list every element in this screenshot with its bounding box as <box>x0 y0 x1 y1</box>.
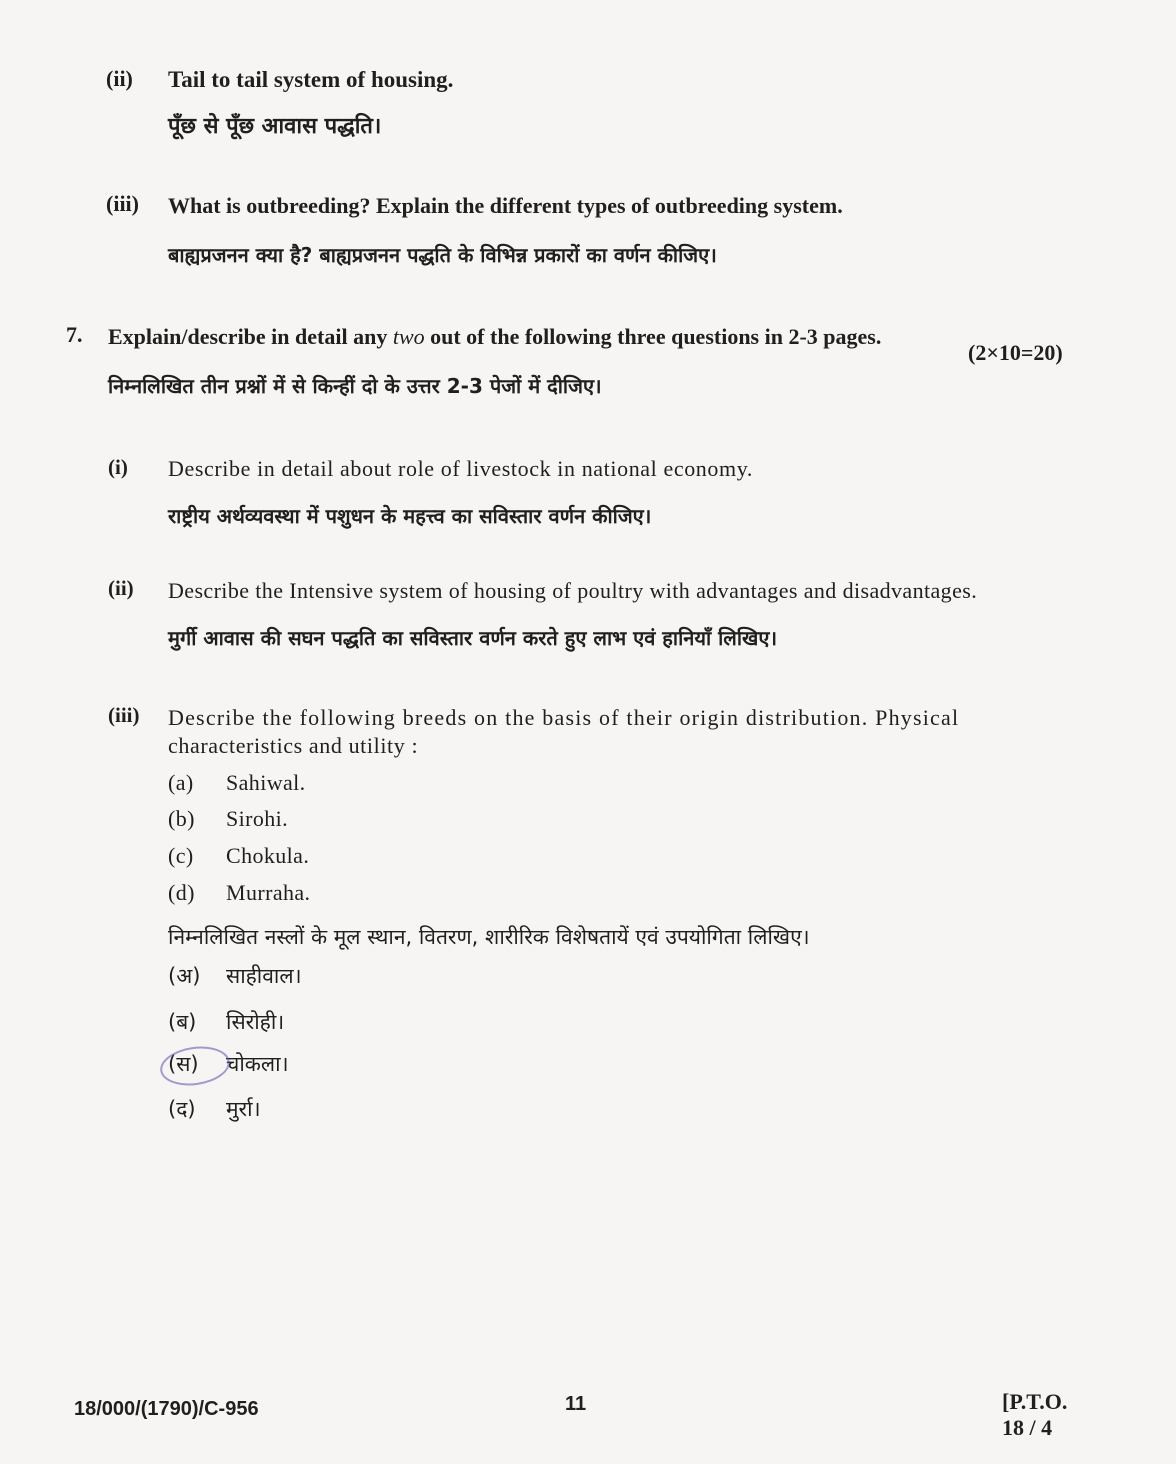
q7-instruction-pre: Explain/describe in detail any <box>108 324 393 349</box>
q7-i-english: Describe in detail about role of livestock in national economy. <box>168 456 753 481</box>
q7-ii-label: (ii) <box>108 576 134 600</box>
q7-iii-hindi-option-d <box>168 1095 261 1123</box>
q7-instruction-emphasis: two <box>392 324 425 349</box>
q7-iii-option-c <box>168 843 309 869</box>
option-text: चोकला। <box>226 1052 289 1076</box>
q6-ii-english: Tail to tail system of housing. <box>168 67 454 92</box>
q7-instruction-hindi: निम्नलिखित तीन प्रश्नों में से किन्हीं दो के उत्तर 2-3 पेजों में दीजिए। <box>108 374 602 398</box>
q7-i-label: (i) <box>108 455 128 479</box>
pto-marker: [P.T.O. <box>1002 1389 1068 1414</box>
option-label: (b) <box>168 806 195 831</box>
q7-i-hindi: राष्ट्रीय अर्थव्यवस्था में पशुधन के महत्त्व का सविस्तार वर्णन कीजिए। <box>168 504 652 528</box>
q7-iii-english-line2: characteristics and utility : <box>168 733 419 758</box>
option-label: (अ) <box>168 964 201 988</box>
q7-iii-hindi-option-b <box>168 1008 284 1036</box>
q6-iii-english: What is outbreeding? Explain the different types of outbreeding system. <box>168 193 843 218</box>
q6-ii-hindi: पूँछ से पूँछ आवास पद्धति। <box>168 114 382 139</box>
q7-iii-label: (iii) <box>108 703 140 727</box>
option-text: Murraha. <box>226 880 311 905</box>
option-text: Chokula. <box>226 843 310 868</box>
paper-code: 18/000/(1790)/C-956 <box>74 1398 259 1420</box>
page-number: 11 <box>565 1393 587 1415</box>
q7-iii-option-b <box>168 806 288 832</box>
q6-iii-hindi: बाह्यप्रजनन क्या है? बाह्यप्रजनन पद्धति के विभिन्न प्रकारों का वर्णन कीजिए। <box>168 243 717 267</box>
option-text: सिरोही। <box>226 1010 285 1034</box>
set-number: 18 / 4 <box>1002 1415 1053 1440</box>
q7-instruction-english <box>108 324 881 350</box>
option-text: Sahiwal. <box>226 770 306 795</box>
option-text: Sirohi. <box>226 806 289 831</box>
q6-iii-label: (iii) <box>106 191 139 216</box>
q7-iii-english-line1: Describe the following breeds on the basis of their origin distribution. Physical <box>168 705 960 730</box>
q7-marks: (2×10=20) <box>968 340 1063 365</box>
q6-ii-label: (ii) <box>106 66 133 91</box>
option-label: (स) <box>168 1052 199 1076</box>
option-label: (d) <box>168 880 195 905</box>
q7-iii-hindi-option-a <box>168 962 302 990</box>
q7-instruction-post: out of the following three questions in 2-3 pages. <box>424 324 882 349</box>
q7-number: 7. <box>66 322 83 347</box>
q7-ii-hindi: मुर्गी आवास की सघन पद्धति का सविस्तार वर्णन करते हुए लाभ एवं हानियाँ लिखिए। <box>168 626 778 650</box>
option-label: (c) <box>168 843 194 868</box>
option-label: (a) <box>168 770 194 795</box>
option-text: साहीवाल। <box>226 964 302 988</box>
option-text: मुर्रा। <box>226 1097 261 1121</box>
q7-iii-hindi: निम्नलिखित नस्लों के मूल स्थान, वितरण, शारीरिक विशेषतायें एवं उपयोगिता लिखिए। <box>168 925 810 949</box>
option-label: (ब) <box>168 1010 197 1034</box>
q7-ii-english: Describe the Intensive system of housing of poultry with advantages and disadvantages. <box>168 578 978 603</box>
q7-iii-option-a <box>168 770 306 796</box>
option-label: (द) <box>168 1097 196 1121</box>
q7-iii-option-d <box>168 880 310 906</box>
